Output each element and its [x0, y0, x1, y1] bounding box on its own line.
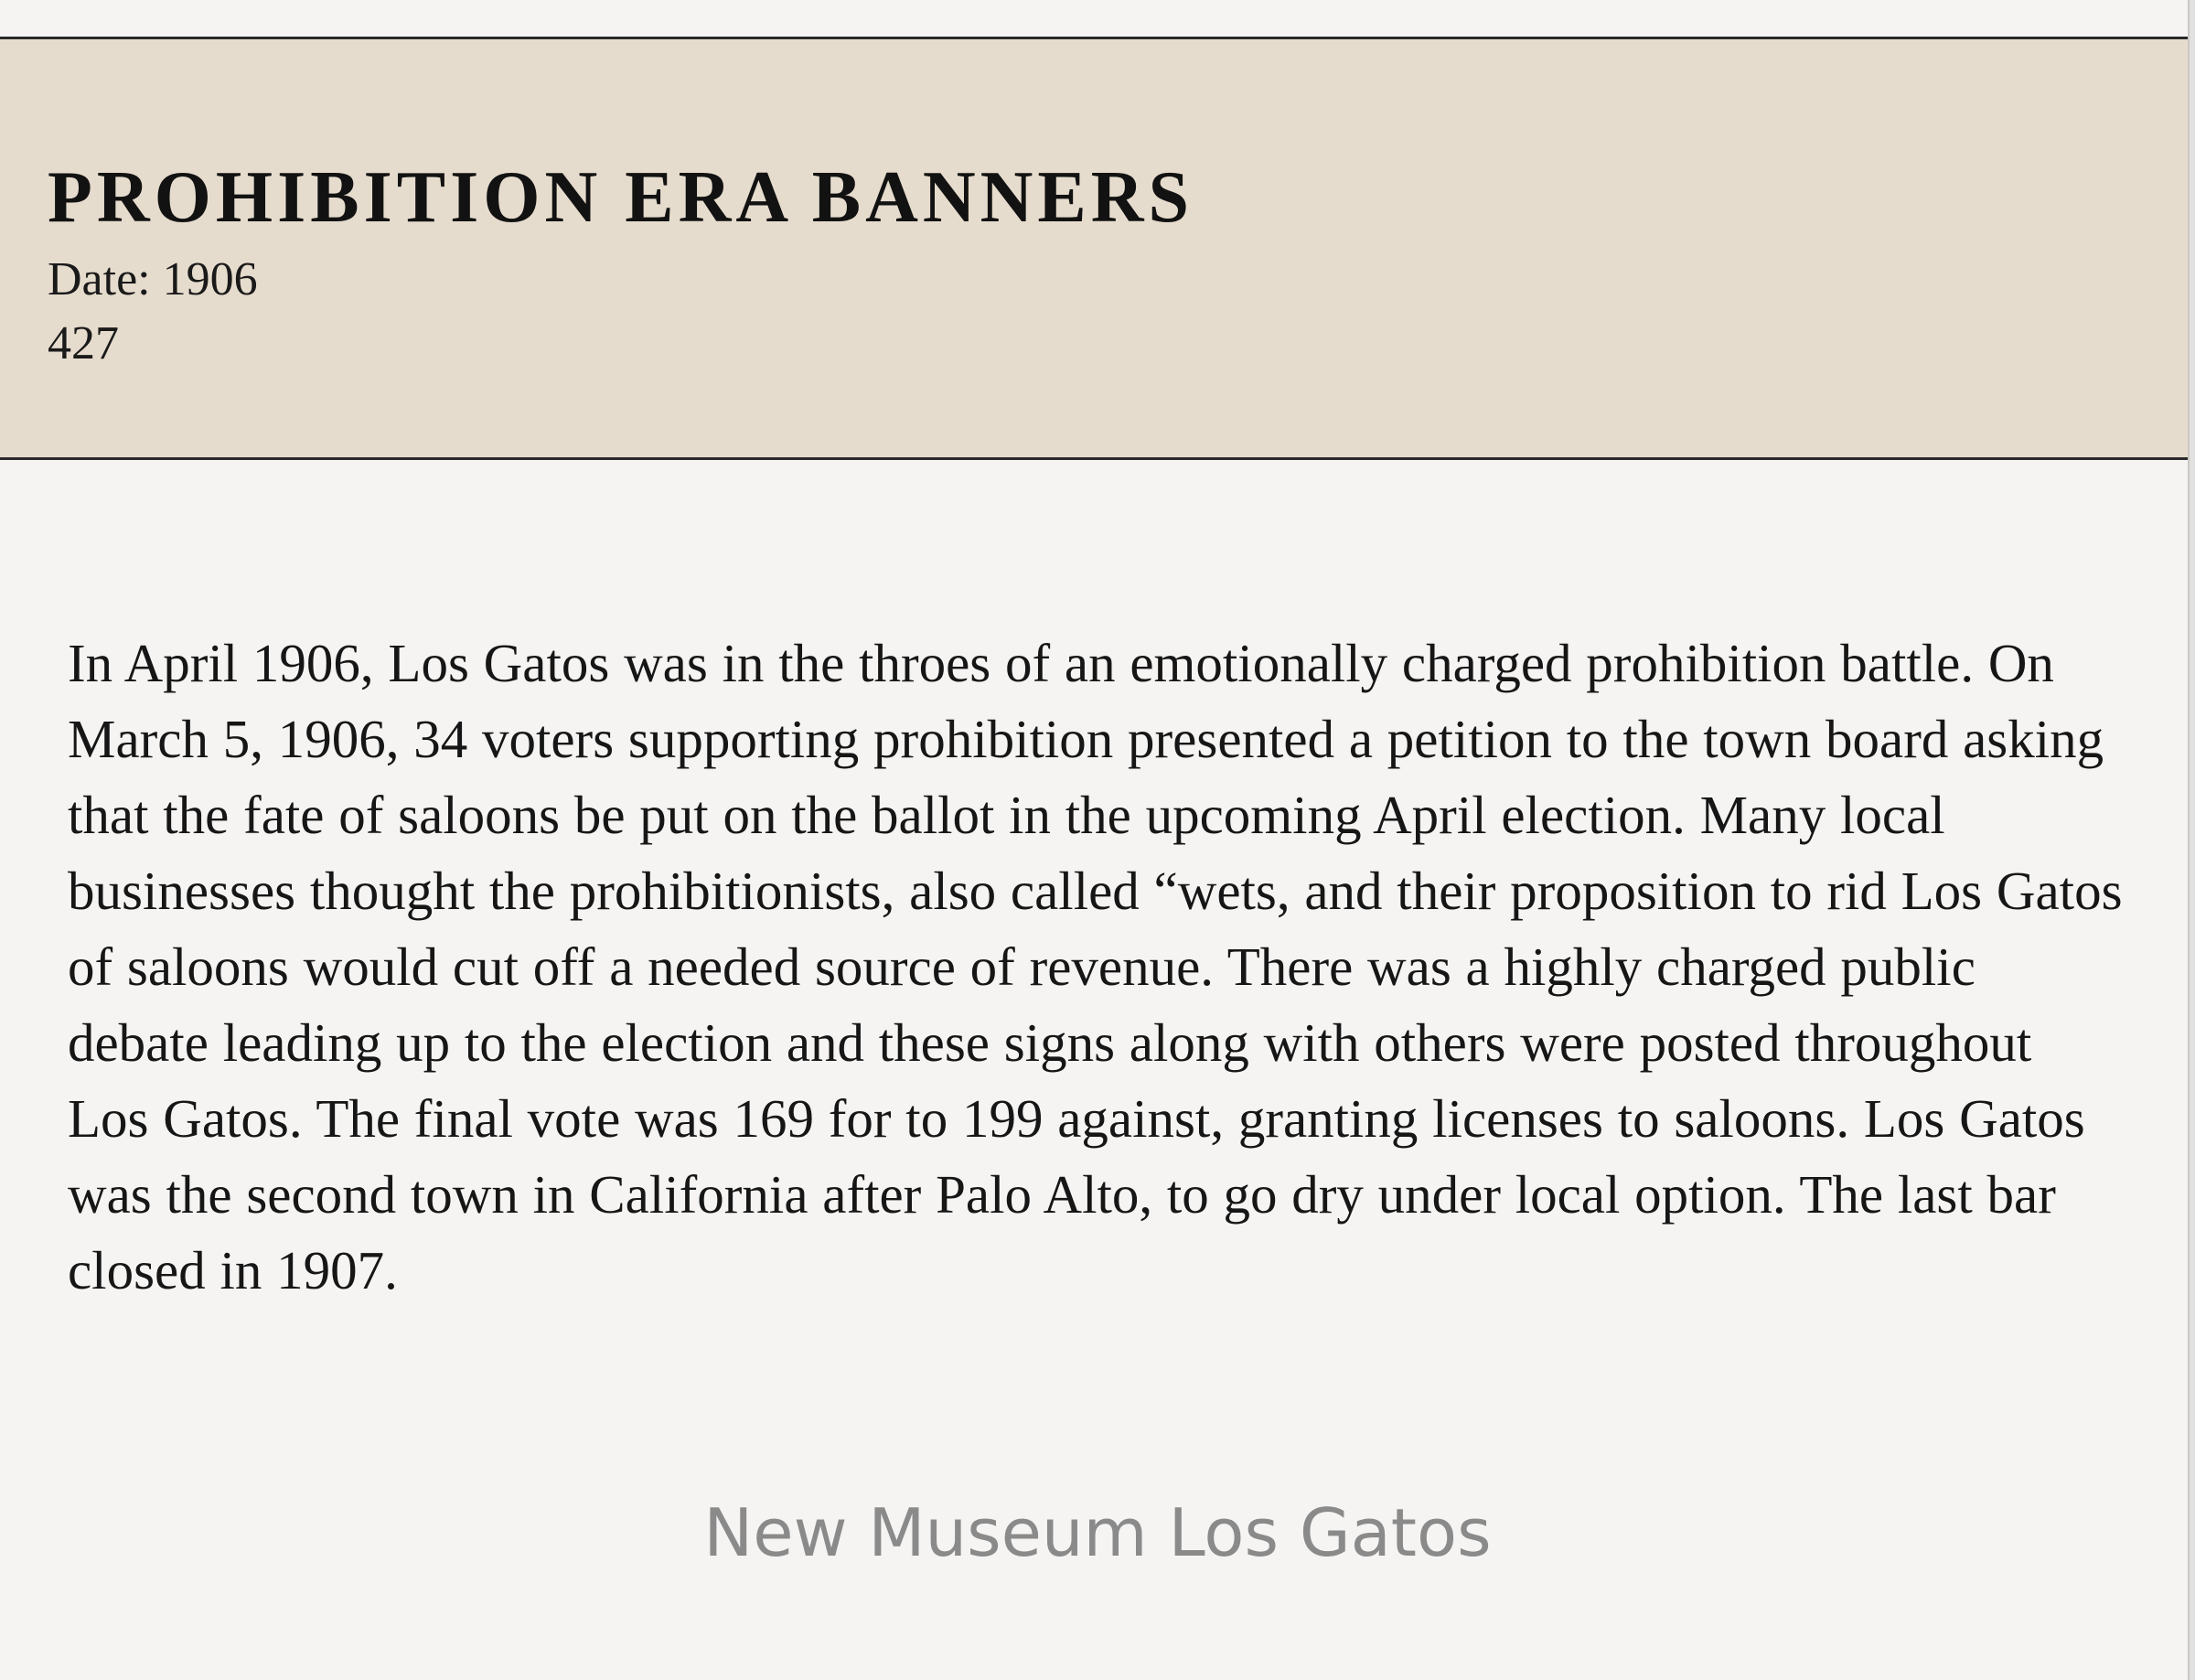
card-title: PROHIBITION ERA BANNERS: [48, 157, 1194, 238]
page-edge: [2188, 0, 2195, 1680]
header-band: [0, 39, 2190, 460]
description-paragraph: In April 1906, Los Gatos was in the throes of an emotionally charged prohibition battle. On March 5, 1906, 34 voters supporting prohibition presented a petition to the town board asking that the fate of saloons be put on the ballot in the upcoming April election. Many local businesses thought the prohibitionists, also called “wets, and their proposition to rid Los Gatos of saloons would cut off a needed source of revenue. There was a highly charged public debate leading up to the election and these signs along with others were posted throughout Los Gatos. The final vote was 169 for to 199 against, granting licenses to saloons. Los Gatos was the second town in California after Palo Alto, to go dry under local option. The last bar closed in 1907.: [68, 633, 2123, 1300]
museum-credit: New Museum Los Gatos: [703, 1494, 1492, 1571]
date-line: Date: 1906: [48, 253, 258, 305]
catalog-number: 427: [48, 317, 119, 369]
